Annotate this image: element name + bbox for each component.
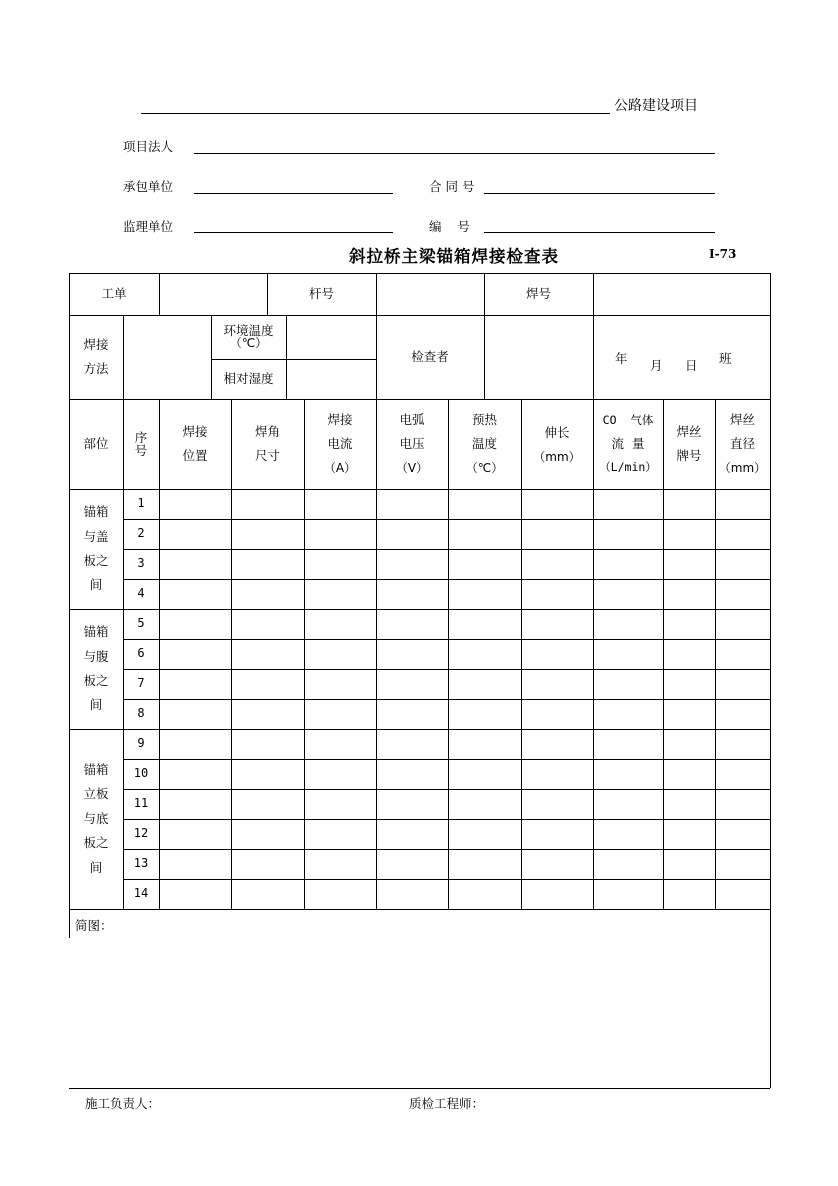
grid-line [123,789,770,790]
grid-line [123,669,770,670]
project-suffix: 公路建设项目 [614,98,698,114]
col-voltage: 电弧 电压 （V） [395,411,429,475]
group-label-web-plate: 锚箱 与腹 板之 间 [83,624,109,713]
weld-method-label: 焊接 方法 [83,337,109,376]
humidity-value[interactable] [286,359,376,399]
grid-line [123,759,770,760]
grid-line [593,315,594,399]
grid-line [123,579,770,580]
rod-no-label: 杆号 [308,285,334,301]
qc-engineer-label: 质检工程师： [409,1096,485,1111]
grid-line [69,609,770,610]
grid-line [69,489,770,490]
year-label: 年 [615,351,628,366]
weld-no-value[interactable] [593,273,770,315]
inspector-value[interactable] [484,315,593,399]
grid-line [123,699,770,700]
row-number: 8 [137,706,145,721]
grid-line [123,819,770,820]
shift-label: 班 [719,351,732,366]
grid-line [123,849,770,850]
form-code: I-73 [709,247,737,261]
col-part: 部位 [83,435,109,451]
construction-lead-label: 施工负责人： [85,1096,161,1111]
grid-line [770,273,771,1088]
row-number: 5 [137,616,145,631]
day-label: 日 [685,358,698,373]
owner-field[interactable] [194,153,715,154]
contractor-field[interactable] [194,193,393,194]
env-temp-value[interactable] [286,315,376,359]
grid-line [123,549,770,550]
col-wire-brand: 焊丝 牌号 [676,423,702,463]
weld-method-value[interactable] [123,315,211,399]
owner-label: 项目法人 [123,139,174,154]
row-number: 10 [133,766,149,781]
col-position: 焊接 位置 [182,423,208,463]
sketch-label: 简图： [75,918,113,933]
month-label: 月 [650,358,663,373]
col-stickout: 伸长 （mm） [533,424,581,464]
number-field[interactable] [484,232,715,233]
row-number: 1 [137,496,145,511]
row-number: 7 [137,676,145,691]
weld-no-label: 焊号 [525,285,551,301]
row-number: 13 [133,856,149,871]
grid-line [69,1088,770,1089]
grid-line [123,639,770,640]
row-number: 12 [133,826,149,841]
col-fillet: 焊角 尺寸 [254,423,280,463]
group-label-bottom-plate: 锚箱 立板 与底 板之 间 [83,762,109,875]
contract-no-field[interactable] [484,193,715,194]
group-label-cover-plate: 锚箱 与盖 板之 间 [83,504,109,593]
row-number: 6 [137,646,145,661]
form-title: 斜拉桥主梁锚箱焊接检查表 [349,247,559,266]
col-preheat: 预热 温度 （℃） [465,411,504,475]
col-gas-flow: CO 气体 流 量 （L/min） [599,413,657,475]
contract-no-label: 合 同 号 [429,179,475,194]
col-seq: 序 号 [134,429,148,458]
grid-line [69,909,770,910]
rod-no-value[interactable] [376,273,484,315]
row-number: 2 [137,526,145,541]
row-number: 11 [133,796,149,811]
row-number: 3 [137,556,145,571]
grid-line [69,729,770,730]
work-order-value[interactable] [159,273,267,315]
work-order-label: 工单 [101,285,127,301]
row-number: 9 [137,736,145,751]
grid-line [123,879,770,880]
env-temp-label: 环境温度 （℃） [223,322,274,351]
inspector-label: 检查者 [411,348,449,364]
number-label: 编 号 [429,219,470,234]
supervisor-label: 监理单位 [123,219,174,234]
contractor-label: 承包单位 [123,179,174,194]
col-wire-diameter: 焊丝 直径 （mm） [718,411,767,475]
grid-line [123,519,770,520]
col-current: 焊接 电流 （A） [323,411,357,475]
sketch-area[interactable] [70,935,769,1087]
supervisor-field[interactable] [194,232,393,233]
humidity-label: 相对湿度 [223,370,274,386]
row-number: 14 [133,886,149,901]
row-number: 4 [137,586,145,601]
